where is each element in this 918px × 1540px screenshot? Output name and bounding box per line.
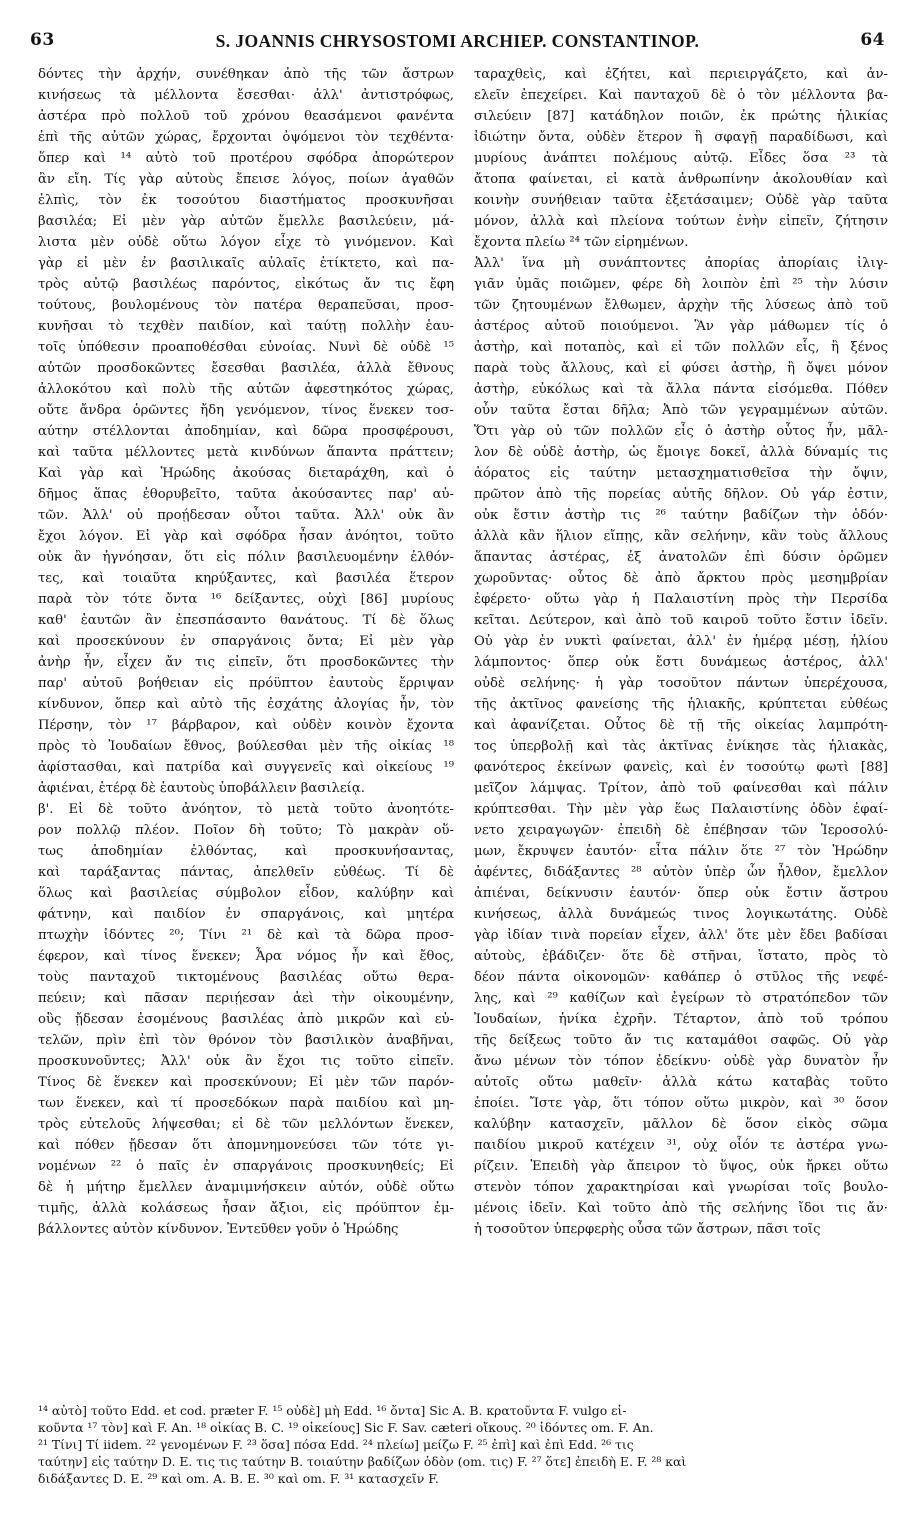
text-line: ἀστὴρ, εὐκόλως καὶ τὰ ἄλλα πάντα εἰσόμεθα. Πόθεν	[474, 382, 888, 397]
text-line: αὐτοὺς, ἐβάδιζεν· ὅτε δὲ στῆναι, ἵστατο, πρὸς τὸ	[474, 949, 888, 964]
text-line: ἐποίει. Ἴστε γὰρ, ὅτι τόπον οὕτω μικρὸν, καὶ ³⁰ ὅσον	[474, 1096, 888, 1111]
text-line: οὓς ᾔδεσαν ἐσομένους βασιλέας ἀπὸ μικρῶν καὶ εὐ-	[38, 1012, 454, 1027]
text-line: πρὸς τὸ Ἰουδαίων ἔθνος, βούλεσθαι μὲν τῆς οἰκίας ¹⁸	[38, 739, 454, 754]
text-line: νετο χειραγωγῶν· ἐπειδὴ δὲ ἐπέβησαν τῶν Ἱεροσολύ-	[474, 823, 888, 838]
text-line: οὖν ταῦτα ἔσται δῆλα; Ἀπὸ τῶν γεγραμμένων αὐτῶν.	[474, 403, 888, 418]
text-line: τιμῆς, ἀλλὰ κολάσεως ἦσαν ἄξιοι, εἰς πρόϋπτον ἐμ-	[38, 1201, 454, 1216]
text-line: Ἀλλ' ἵνα μὴ συνάπτοντες ἀπορίας ἀπορίαις ἰλιγ-	[474, 256, 888, 271]
text-line: πρῶτον ἀπὸ τῆς πορείας αὐτῆς δῆλον. Οὐ γάρ ἐστιν,	[474, 487, 888, 502]
text-line: κίνδυνον, ὅπερ καὶ αὐτὸ τῆς ἐσχάτης ἀλογίας ἦν, τὸν	[38, 697, 454, 712]
text-line: τῶν ζητουμένων ἔλθωμεν, ἀρχὴν τῆς λύσεως ἀπὸ τοῦ	[474, 298, 888, 313]
footnotes-block	[38, 1402, 890, 1487]
text-line: προσκυνοῦντες; Ἀλλ' οὐκ ἂν ἔχοι τις τοῦτο εἰπεῖν.	[38, 1054, 454, 1069]
text-line: κινήσεως, ἀλλὰ δυνάμεώς τινος λογικωτάτης. Οὐδὲ	[474, 907, 888, 922]
text-line: ἰδιώτην ὄντα, οὐδὲν ἕτερον ἢ σφαγῇ παραδίδωσι, καὶ	[474, 130, 888, 145]
text-line: ἔχοι λόγον. Εἰ γὰρ καὶ σφόδρα ἦσαν ἀνόητοι, τοῦτο	[38, 529, 454, 544]
text-line: ἐλπὶς, τὸν ἐκ τοσούτου διαστήματος προσκυνῆσαι	[38, 193, 454, 208]
text-line: μεῖζον λάμψας. Τρίτον, ἀπὸ τοῦ φαίνεσθαι καὶ πάλιν	[474, 781, 888, 796]
text-line: καὶ προσεκύνουν ἐν σπαργάνοις ὄντα; Εἰ μὲν γὰρ	[38, 634, 454, 649]
text-line: ταραχθεὶς, καὶ ἐζήτει, καὶ περιειργάζετο, καὶ ἀν-	[474, 67, 888, 82]
text-line: ἀστέρα πρὸ πολλοῦ τοῦ χρόνου θεασάμενοι φανέντα	[38, 109, 454, 124]
text-line: λάμποντος· ὅπερ οὐκ ἔστι δυνάμεως ἀστέρος, ἀλλ'	[474, 655, 888, 670]
text-line: τοὺς πανταχοῦ τικτομένους βασιλέας οὕτω θερα-	[38, 970, 454, 985]
text-line: ἐφέρετο· οὕτω γὰρ ἡ Παλαιστίνη πρὸς τὴν Περσίδα	[474, 592, 888, 607]
text-line: τελῶν, πρὶν ἐπὶ τὸν θρόνον τὸν βασιλικὸν ἀναβῆναι,	[38, 1033, 454, 1048]
text-line: οὐκ ἂν ἠγνόησαν, ὅτι εἰς πόλιν βασιλευομένην ἐλθόν-	[38, 550, 454, 565]
text-line: μένοις ἰδεῖν. Καὶ τοῦτο ἀπὸ τῆς σελήνης ἴδοι τις ἄν·	[474, 1201, 888, 1216]
text-line: τούτους, βουλομένους τὸν πατέρα θεραπεῦσαι, προσ-	[38, 298, 454, 313]
footnote-line: ¹⁴ αὐτὸ] τοῦτο Edd. et cod. præter F. ¹⁵ οὐδὲ] μὴ Edd. ¹⁶ ὄντα] Sic A. B. κρατοῦντα F. vulgo εἰ-	[38, 1403, 627, 1418]
text-line: φάτνην, καὶ παιδίον ἐν σπαργάνοις, καὶ μητέρα	[38, 907, 454, 922]
text-line: ἅπαντας ἀστέρας, ἐξ ἀνατολῶν ἐπὶ δύσιν ὁρῶμεν	[474, 550, 888, 565]
text-line: μόνον, ἀλλὰ καὶ πλείονα τούτων ἐνὴν εἰπεῖν, ζήτησιν	[474, 214, 888, 229]
text-line: λης, καὶ ²⁹ καθίζων καὶ ἐγείρων τὸ στρατόπεδον τῶν	[474, 991, 888, 1006]
text-line: ελεῖν ἐπεχείρει. Καὶ πανταχοῦ δὲ ὁ τὸν μέλλοντα βα-	[474, 88, 888, 103]
text-line: Τίνος δὲ ἕνεκεν καὶ προσεκύνουν; Εἰ μὲν τῶν παρόν-	[38, 1075, 454, 1090]
right-page-number: 64	[860, 30, 885, 50]
text-line: γὰρ εἰ μὲν ἐν βασιλικαῖς αὐλαῖς ἐτίκτετο, καὶ πα-	[38, 256, 454, 271]
text-line: Ἰουδαίων, ἡνίκα ἐχρῆν. Τέταρτον, ἀπὸ τοῦ τρόπου	[474, 1012, 888, 1027]
text-line: ἔχοντα πλείω ²⁴ τῶν εἰρημένων.	[474, 235, 689, 250]
text-line: γὰρ ἰδίαν τινὰ πορείαν εἶχεν, ἀλλ' ὅτε μὲν ἔδει βαδίσαι	[474, 928, 888, 943]
text-line: τρὸς εὐτελοῦς λήψεσθαι; εἰ δὲ τῶν μελλόντων ἕνεκεν,	[38, 1117, 454, 1132]
text-line: ὅπερ καὶ ¹⁴ αὐτὸ τοῦ προτέρου σφόδρα ἀπορώτερον	[38, 151, 454, 166]
text-line: οὔτε ἄνδρα ὁρῶντες ἤδη γενόμενον, τίνος ἕνεκεν τοσ-	[38, 403, 454, 418]
text-line: Ὅτι γὰρ οὐ τῶν πολλῶν εἷς ὁ ἀστὴρ οὗτος ἦν, μᾶλ-	[474, 424, 888, 439]
text-line: ἐπὶ τῆς αὐτῶν χώρας, ἔρχονται ὀψόμενοι τὸν τεχθέντα·	[38, 130, 454, 145]
text-line: μων, ἔκρυψεν ἑαυτόν· εἶτα πάλιν ὅτε ²⁷ τὸν Ἡρώδην	[474, 844, 888, 859]
text-line: τῆς ἀκτῖνος φανείσης τῆς ἡλιακῆς, κρύπτεται εὐθέως	[474, 697, 888, 712]
text-line: κεῖται. Δεύτερον, καὶ ἀπὸ τοῦ καιροῦ τοῦτο ἔστιν ἰδεῖν.	[474, 613, 888, 628]
text-line: σιλεύειν [87] κατάδηλον ποιῶν, ἐκ πρώτης ἡλικίας	[474, 109, 888, 124]
text-line: λον δὲ οὐδὲ ἀστὴρ, ὡς ἔμοιγε δοκεῖ, ἀλλὰ δύναμίς τις	[474, 445, 888, 460]
text-line: καὶ ἀφανίζεται. Οὗτος δὲ τῇ τῆς οἰκείας λαμπρότη-	[474, 718, 888, 733]
text-line: δὲ ἡ μήτηρ ἔμελλεν ἀναμιμνήσκειν αὐτόν, οὐδὲ οὕτω	[38, 1180, 454, 1195]
text-line: τος ὑπερβολῇ καὶ τὰς ἀκτῖνας ἐνίκησε τὰς ἡλιακὰς,	[474, 739, 888, 754]
text-line: τες, καὶ τοιαῦτα κηρύξαντες, καὶ βασιλέα ἕτερον	[38, 571, 454, 586]
text-line: καθ' ἑαυτῶν ἂν ἐπεσπάσαντο θανάτους. Τί δὲ ὅλως	[38, 613, 454, 628]
text-line: καὶ ταράξαντας πάντας, ἀπελθεῖν εὐθέως. Τί δὲ	[38, 865, 454, 880]
text-line: ἀλλὰ κἂν ἥλιον εἴπῃς, κἂν σελήνην, κἂν τοὺς ἄλλους	[474, 529, 888, 544]
text-line: ἀφίστασθαι, καὶ πατρίδα καὶ συγγενεῖς καὶ οἰκείους ¹⁹	[38, 760, 454, 775]
text-line: καὶ πόθεν ᾔδεσαν ὅτι ἀπομνημονεύσει τῶν τότε γι-	[38, 1138, 454, 1153]
text-line: φανότερος ἐκείνων φανεὶς, καὶ ἐν τοσούτῳ φωτὶ [88]	[474, 760, 888, 775]
text-line: παρ' αὐτοῦ βοήθειαν εἰς πρόϋπτον ἑαυτοὺς ἔρριψαν	[38, 676, 454, 691]
text-line: Καὶ γὰρ καὶ Ἡρώδης ἀκούσας διεταράχθη, καὶ ὁ	[38, 466, 454, 481]
text-line: κοινὴν συνήθειαν ταῦτα ἐξετάσαιμεν; Οὐδὲ γὰρ ταῦτα	[474, 193, 888, 208]
text-line: κρύπτεσθαι. Τὴν μὲν γὰρ ἕως Παλαιστίνης ὁδὸν ἐφαί-	[474, 802, 888, 817]
text-line: ἀφιέναι, ἑτέρᾳ δὲ ἑαυτοὺς ὑποβάλλειν βασιλείᾳ.	[38, 781, 365, 796]
text-line: ἄνω μένων τὸν τόπον ἐδείκνυ· οὐδὲ γὰρ δυνατὸν ἦν	[474, 1054, 888, 1069]
text-line: τῶν. Ἀλλ' οὐ προῄδεσαν οὗτοι ταῦτα. Ἀλλ' οὐκ ἂν	[38, 508, 454, 523]
footnote-line: κοῦντα ¹⁷ τὸν] καὶ F. An. ¹⁸ οἰκίας B. C. ¹⁹ οἰκείους] Sic F. Sav. cæteri οἴκους. ²⁰ ἰδόντες om. F. An.	[38, 1420, 654, 1435]
text-line: δῆμος ἅπας ἐθορυβεῖτο, ταῦτα ἀκούσαντες παρ' αὐ-	[38, 487, 454, 502]
text-line: ἄτοπα φαίνεται, εἰ κατὰ ἀνθρωπίνην ἀκολουθίαν καὶ	[474, 172, 888, 187]
text-line: στενὸν τόπον χαρακτηρίσαι καὶ γνωρίσαι τοῖς βουλο-	[474, 1180, 888, 1195]
text-line: ἂν εἴη. Τίς γὰρ αὐτοὺς ἔπεισε λόγος, ποίων ἀγαθῶν	[38, 172, 454, 187]
text-line: παρὰ τοὺς ἄλλους, καὶ εἰ φύσει ἀστὴρ, ἢ ὄψει μόνον	[474, 361, 888, 376]
text-line: αὐτοῖς οὕτω μαθεῖν· ἀλλὰ κάτω καταβὰς τοῦτο	[474, 1075, 888, 1090]
page-header	[30, 30, 885, 56]
text-line: παρὰ τὸν τότε ὄντα ¹⁶ δείξαντες, οὐχὶ [86] μυρίους	[38, 592, 454, 607]
text-line: β'. Εἰ δὲ τοῦτο ἀνόητον, τὸ μετὰ τοῦτο ἀνοητότε-	[38, 802, 454, 817]
text-line: δέον πάντα οἰκονομῶν· καθάπερ ὁ στῦλος τῆς νεφέ-	[474, 970, 888, 985]
text-line: των ἕνεκεν, καὶ τί προσεδόκων παρὰ παιδίου καὶ μη-	[38, 1096, 454, 1111]
text-line: έφερον, καὶ τίνος ἕνεκεν; Ἆρα νόμος ἦν καὶ ἔθος,	[38, 949, 454, 964]
text-line: πτωχὴν ἰδόντες ²⁰; Τίνι ²¹ δὲ καὶ τὰ δῶρα προσ-	[38, 928, 454, 943]
text-line: καὶ ταῦτα μέλλοντες μετὰ κινδύνων ἅπαντα πράττειν;	[38, 445, 454, 460]
left-page-number: 63	[30, 30, 55, 50]
text-line: αύτην στέλλονται ἀποδημίαν, καὶ δῶρα προσφέρουσι,	[38, 424, 454, 439]
text-line: τως ἀποδημίαν ἐλθόντας, καὶ προσκυνήσαντας,	[38, 844, 454, 859]
text-line: ὅλως καὶ βασιλείας σύμβολον εἶδον, καλύβην καὶ	[38, 886, 454, 901]
footnote-line: ²¹ Τίνι] Τί iidem. ²² γενομένων F. ²³ ὅσα] πόσα Edd. ²⁴ πλείω] μείζω F. ²⁵ ἐπὶ] καὶ ἐπὶ Edd. ²⁶ τις	[38, 1437, 634, 1452]
text-line: ἀφέντες, διδάξαντες ²⁸ αὐτὸν ὑπὲρ ὧν ἦλθον, ἔμελλον	[474, 865, 888, 880]
text-line: πεύειν; καὶ πᾶσαν περιῄεσαν ἀεὶ τὴν οἰκουμένην,	[38, 991, 454, 1006]
text-line: τρὸς αὐτῷ βασιλέως παρόντος, εἰκότως ἄν τις ἔφη	[38, 277, 454, 292]
text-line: ἀστέρος αὐτοῦ ποιούμενοι. Ἂν γὰρ μάθωμεν τίς ὁ	[474, 319, 888, 334]
text-line: μυρίους ἀνάπτει πολέμους αὐτῷ. Εἶδες ὅσα ²³ τὰ	[474, 151, 888, 166]
left-text-column	[38, 64, 454, 1240]
footnote-line: διδάξαντες D. E. ²⁹ καὶ om. A. B. E. ³⁰ καὶ om. F. ³¹ κατασχεῖν F.	[38, 1471, 439, 1486]
text-line: βασιλέα; Εἰ μὲν γὰρ αὐτῶν ἔμελλε βασιλεύειν, μά-	[38, 214, 454, 229]
text-line: κυνῆσαι τὸ τεχθὲν παιδίον, καὶ ταύτῃ πολλὴν ἑαυ-	[38, 319, 454, 334]
text-line: δόντες τὴν ἀρχήν, συνέθηκαν ἀπὸ τῆς τῶν ἄστρων	[38, 67, 454, 82]
running-title: S. JOANNIS CHRYSOSTOMI ARCHIEP. CONSTANTINOP.	[215, 31, 700, 51]
text-line: τοῖς ὑπόθεσιν προαποθέσθαι εὐνοίας. Νυνὶ δὲ οὐδὲ ¹⁵	[38, 340, 454, 355]
text-line: ἀλλοκότου καὶ πολὺ τῆς αὐτῶν ἀφεστηκότος χώρας,	[38, 382, 454, 397]
text-line: ἡ τοσοῦτον ὑπερφερὴς οὖσα τῶν ἄστρων, πᾶσι τοῖς	[474, 1222, 821, 1237]
text-line: οὐδὲ σελήνης· ἡ γὰρ τοσοῦτον πάντων ὑπερέχουσα,	[474, 676, 888, 691]
text-line: ἀστὴρ, καὶ ποταπὸς, καὶ εἰ τῶν πολλῶν εἷς, ἢ ξένος	[474, 340, 888, 355]
text-line: ἀνὴρ ἦν, εἶχεν ἄν τις εἰπεῖν, ὅτι προσδοκῶντες τὴν	[38, 655, 454, 670]
text-line: ἀόρατος εἰς ταύτην μετασχηματισθεῖσα τὴν ὄψιν,	[474, 466, 888, 481]
text-line: Οὐ γὰρ ἐν νυκτὶ φαίνεται, ἀλλ' ἐν ἡμέρᾳ μέσῃ, ἡλίου	[474, 634, 888, 649]
text-line: βάλλοντες αὐτὸν κίνδυνον. Ἐντεῦθεν γοῦν ὁ Ἡρώδης	[38, 1222, 399, 1237]
text-line: γιᾶν ὑμᾶς ποιῶμεν, φέρε δὴ λοιπὸν ἐπὶ ²⁵ τὴν λύσιν	[474, 277, 888, 292]
text-line: παιδίου μικροῦ κατέχειν ³¹, οὐχ οἷόν τε ἀστέρα γνω-	[474, 1138, 888, 1153]
text-line: νομένων ²² ὁ παῖς ἐν σπαργάνοις προσκυνηθείς; Εἰ	[38, 1159, 454, 1174]
text-line: ἀπιέναι, δείκνυσιν ἑαυτόν· ὅπερ οὐκ ἔστιν ἄστρου	[474, 886, 888, 901]
text-line: αὐτῶν προσδοκῶντες ἔσεσθαι βασιλέα, ἀλλὰ ἔθνους	[38, 361, 454, 376]
right-text-column	[474, 64, 888, 1240]
text-line: λιστα μὲν οὐδὲ οὕτω λόγον εἶχε τὸ γινόμενον. Καὶ	[38, 235, 454, 250]
text-line: χωροῦντας· οὗτος δὲ ἀπὸ ἄρκτου πρὸς μεσημβρίαν	[474, 571, 888, 586]
text-line: κινήσεως τὰ μέλλοντα ἔσεσθαι· ἀλλ' ἀντιστρόφως,	[38, 88, 454, 103]
footnote-line: ταύτην] εἰς ταύτην D. E. τις τις ταύτην B. τοιαύτην βαδίζων ὁδὸν (om. τις) F. ²⁷ ὅτε] ἐπειδὴ E. F. ²⁸ καὶ	[38, 1454, 687, 1469]
text-line: οὐκ ἔστιν ἀστὴρ τις ²⁶ ταύτην βαδίζων τὴν ὁδόν·	[474, 508, 888, 523]
text-line: ρίζειν. Ἐπειδὴ γὰρ ἄπειρον τὸ ὕψος, οὐκ ἤρκει οὕτω	[474, 1159, 888, 1174]
text-line: τῆς δείξεως τοῦτο ἄν τις καταμάθοι σαφῶς. Οὐ γὰρ	[474, 1033, 888, 1048]
text-line: Πέρσην, τὸν ¹⁷ βάρβαρον, καὶ οὐδὲν κοινὸν ἔχοντα	[38, 718, 454, 733]
text-line: ρον πολλῷ πλέον. Ποῖον δὴ τοῦτο; Τὸ μακρὰν οὕ-	[38, 823, 454, 838]
text-line: καλύβην κατασχεῖν, μᾶλλον δὲ ὅσον εἰκὸς σῶμα	[474, 1117, 888, 1132]
